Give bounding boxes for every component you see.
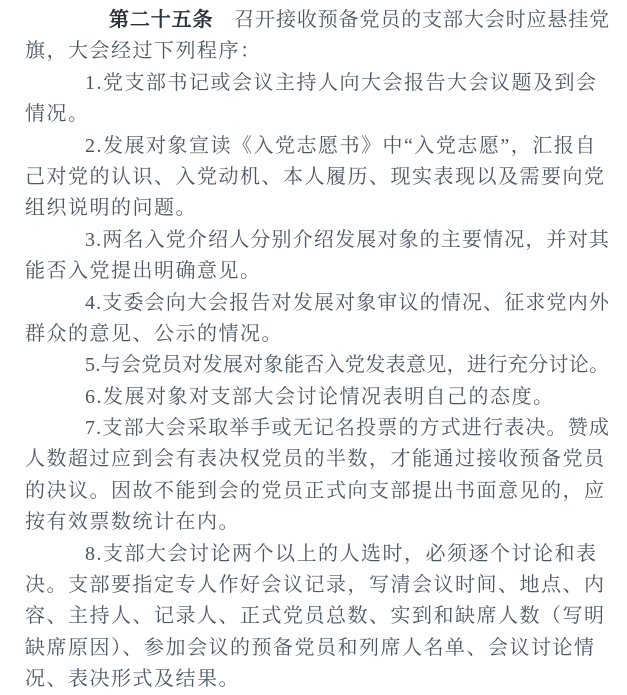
text-line: 7.支部大会采取举手或无记名投票的方式进行表决。赞成	[85, 417, 610, 440]
text-line: 己对党的认识、入党动机、本人履历、现实表现以及需要向党	[25, 165, 606, 188]
article-number: 第二十五条	[109, 9, 214, 31]
text-line: 按有效票数统计在内。	[25, 511, 240, 534]
text-line: 1.党支部书记或会议主持人向大会报告大会议题及到会	[85, 71, 598, 94]
document-body	[25, 5, 610, 695]
text-line: 群众的意见、公示的情况。	[25, 322, 283, 345]
text-line: 4.支委会向大会报告对发展对象审议的情况、征求党内外	[85, 291, 610, 314]
text-line: 5.与会党员对发展对象能否入党发表意见，进行充分讨论。	[85, 354, 610, 377]
text-line: 第二十五条 召开接收预备党员的支部大会时应悬挂党	[109, 9, 610, 31]
text-line: 能否入党提出明确意见。	[25, 260, 262, 283]
text-line: 的决议。因故不能到会的党员正式向支部提出书面意见的，应	[25, 479, 606, 502]
text-line: 缺席原因）、参加会议的预备党员和列席人名单、会议讨论情	[25, 636, 596, 659]
text-line: 2.发展对象宣读《入党志愿书》中“入党志愿”，汇报自	[85, 134, 597, 157]
text-line: 况、表决形式及结果。	[25, 668, 240, 691]
text-line: 容、主持人、记录人、正式党员总数、实到和缺席人数（写明	[25, 605, 606, 628]
text-line: 旗，大会经过下列程序：	[25, 40, 262, 63]
text-line: 8.支部大会讨论两个以上的人选时，必须逐个讨论和表	[85, 542, 598, 565]
text-line: 人数超过应到会有表决权党员的半数，才能通过接收预备党员	[25, 448, 606, 471]
text-line: 决。支部要指定专人作好会议记录，写清会议时间、地点、内	[25, 574, 606, 597]
text-line: 6.发展对象对支部大会讨论情况表明自己的态度。	[85, 385, 555, 408]
text-line: 情况。	[25, 103, 90, 126]
text-line: 组织说明的问题。	[25, 197, 197, 220]
text-line: 3.两名入党介绍人分别介绍发展对象的主要情况，并对其	[85, 228, 610, 251]
